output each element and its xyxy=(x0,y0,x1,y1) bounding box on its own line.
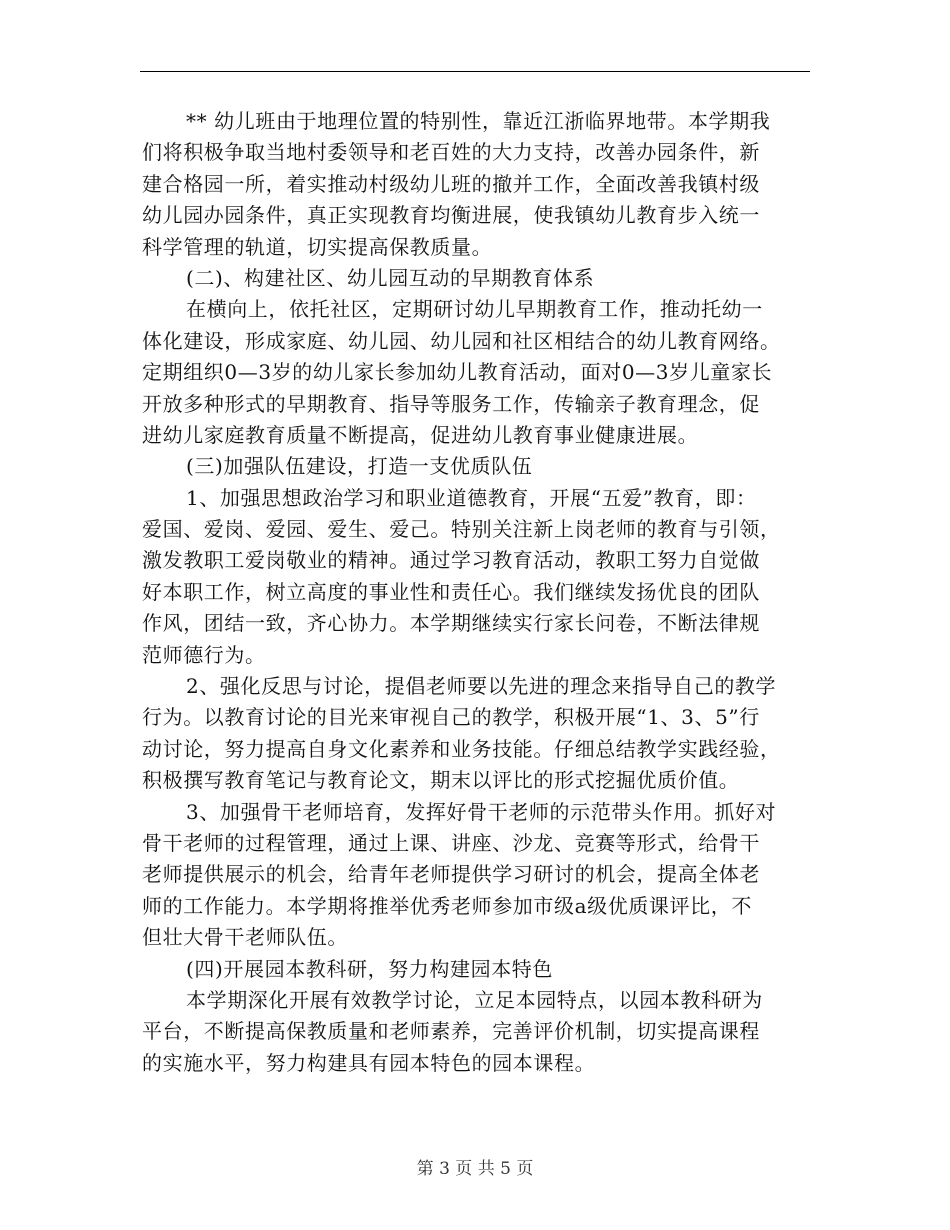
paragraph-line: 作风，团结一致，齐心协力。本学期继续实行家长问卷，不断法律规 xyxy=(142,611,760,636)
paragraph-line: 2、强化反思与讨论，提倡老师要以先进的理念来指导自己的教学 xyxy=(186,674,777,699)
header-rule xyxy=(140,71,810,72)
paragraph-line: 1、加强思想政治学习和职业道德教育，开展“五爱”教育，即： xyxy=(186,485,757,510)
paragraph-line: 师的工作能力。本学期将推举优秀老师参加市级a级优质课评比，不 xyxy=(142,893,752,918)
paragraph-line: 老师提供展示的机会，给青年老师提供学习研讨的机会，提高全体老 xyxy=(142,862,760,887)
paragraph-line: 范师德行为。 xyxy=(142,642,266,667)
paragraph-line: 的实施水平，努力构建具有园本特色的园本课程。 xyxy=(142,1050,596,1075)
paragraph-line: 爱国、爱岗、爱园、爱生、爱己。特别关注新上岗老师的教育与引领， xyxy=(142,517,781,542)
paragraph-line: 平台，不断提高保教质量和老师素养，完善评价机制，切实提高课程 xyxy=(142,1019,760,1044)
paragraph-line: 行为。以教育讨论的目光来审视自己的教学，积极开展“1、3、5”行 xyxy=(142,705,760,730)
section-heading: (四)开展园本教科研，努力构建园本特色 xyxy=(186,956,554,981)
document-body xyxy=(142,106,812,1079)
paragraph-line: 好本职工作，树立高度的事业性和责任心。我们继续发扬优良的团队 xyxy=(142,579,760,604)
page-number: 第 3 页 共 5 页 xyxy=(416,1159,534,1179)
section-heading: (三)加强队伍建设，打造一支优质队伍 xyxy=(186,454,533,479)
paragraph-line: 科学管理的轨道，切实提高保教质量。 xyxy=(142,234,493,259)
paragraph-line: 本学期深化开展有效教学讨论，立足本园特点，以园本教科研为 xyxy=(186,987,763,1012)
paragraph-line: 进幼儿家庭教育质量不断提高，促进幼儿教育事业健康进展。 xyxy=(142,422,699,447)
paragraph-line: 体化建设，形成家庭、幼儿园、幼儿园和社区相结合的幼儿教育网络。 xyxy=(142,328,781,353)
paragraph-line: 开放多种形式的早期教育、指导等服务工作，传输亲子教育理念，促 xyxy=(142,391,760,416)
paragraph-line: 定期组织0—3岁的幼儿家长参加幼儿教育活动，面对0—3岁儿童家长 xyxy=(142,360,773,385)
paragraph-line: 幼儿园办园条件，真正实现教育均衡进展，使我镇幼儿教育步入统一 xyxy=(142,203,760,228)
paragraph-line: 建合格园一所，着实推动村级幼儿班的撤并工作，全面改善我镇村级 xyxy=(142,171,760,196)
paragraph-line: 在横向上，依托社区，定期研讨幼儿早期教育工作，推动托幼一 xyxy=(186,297,763,322)
paragraph-line: 骨干老师的过程管理，通过上课、讲座、沙龙、竞赛等形式，给骨干 xyxy=(142,830,760,855)
paragraph-line: 激发教职工爱岗敬业的精神。通过学习教育活动，教职工努力自觉做 xyxy=(142,548,760,573)
paragraph-line: 3、加强骨干老师培育，发挥好骨干老师的示范带头作用。抓好对 xyxy=(186,799,777,824)
paragraph-line: 但壮大骨干老师队伍。 xyxy=(142,925,348,950)
paragraph-line: 积极撰写教育笔记与教育论文，期末以评比的形式挖掘优质价值。 xyxy=(142,768,740,793)
section-heading: (二)、构建社区、幼儿园互动的早期教育体系 xyxy=(186,265,595,290)
paragraph-line: 们将积极争取当地村委领导和老百姓的大力支持，改善办园条件，新 xyxy=(142,140,760,165)
paragraph-line: 动讨论，努力提高自身文化素养和业务技能。仔细总结教学实践经验， xyxy=(142,736,781,761)
paragraph-line: ** 幼儿班由于地理位置的特别性，靠近江浙临界地带。本学期我 xyxy=(186,109,771,133)
